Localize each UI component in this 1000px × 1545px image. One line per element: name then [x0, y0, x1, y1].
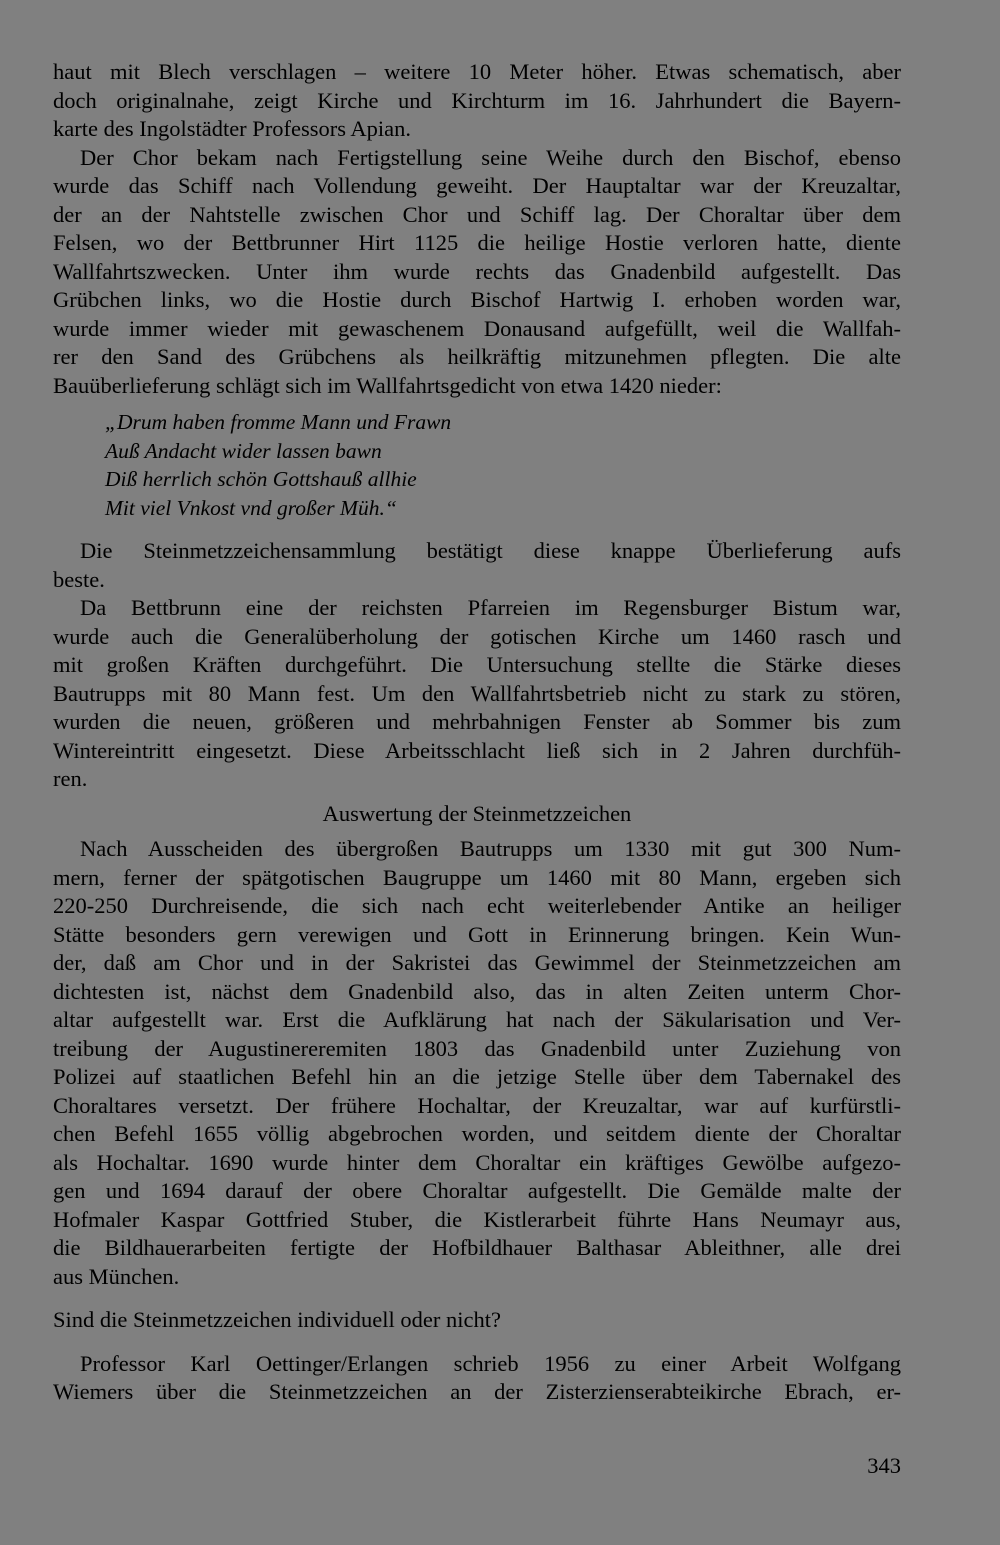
text-line: die Bildhauerarbeiten fertigte der Hofbildhauer Balthasar Ableithner, alle drei [53, 1235, 901, 1260]
verse-line: Diß herrlich schön Gottshauß allhie [105, 467, 417, 491]
text-line: wurde das Schiff nach Vollendung geweiht. Der Hauptaltar war der Kreuzaltar, [53, 173, 901, 198]
text-line: Bauüberlieferung schlägt sich im Wallfahrtsgedicht von etwa 1420 nieder: [53, 372, 722, 398]
text-line: der an der Nahtstelle zwischen Chor und Schiff lag. Der Choraltar über dem [53, 201, 901, 227]
text-line: altar aufgestellt war. Erst die Aufklärung hat nach der Säkularisation und Ver- [53, 1007, 901, 1032]
text-line: wurden die neuen, größeren und mehrbahnigen Fenster ab Sommer bis zum [53, 709, 901, 734]
text-line: Stätte besonders gern verewigen und Gott in Erinnerung bringen. Kein Wun- [53, 921, 901, 947]
text-line: aus München. [53, 1263, 180, 1289]
document-page [53, 58, 901, 1407]
text-line: wurde auch die Generalüberholung der gotischen Kirche um 1460 rasch und [53, 623, 901, 649]
text-line: Da Bettbrunn eine der reichsten Pfarreien im Regensburger Bistum war, [80, 595, 901, 620]
text-line: als Hochaltar. 1690 wurde hinter dem Choraltar ein kräftiges Gewölbe aufgezo- [53, 1149, 901, 1175]
text-line: Nach Ausscheiden des übergroßen Bautrupps um 1330 mit gut 300 Num- [80, 836, 901, 861]
section-heading: Auswertung der Steinmetzzeichen [322, 800, 632, 826]
paragraph-6 [53, 1350, 901, 1407]
text-line: Hofmaler Kaspar Gottfried Stuber, die Kistlerarbeit führte Hans Neumayr aus, [53, 1206, 901, 1232]
text-line: Wintereintritt eingesetzt. Diese Arbeitsschlacht ließ sich in 2 Jahren durchfüh- [53, 737, 901, 763]
text-line: der, daß am Chor und in der Sakristei das Gewimmel der Steinmetzzeichen am [53, 950, 901, 975]
text-line: Die Steinmetzzeichensammlung bestätigt diese knappe Überlieferung aufs [80, 538, 901, 563]
verse-line: Auß Andacht wider lassen bawn [105, 438, 382, 463]
text-line: karte des Ingolstädter Professors Apian. [53, 116, 412, 141]
text-line: Der Chor bekam nach Fertigstellung seine Weihe durch den Bischof, ebenso [80, 144, 901, 170]
text-line: 220-250 Durchreisende, die sich nach echt weiterlebender Antike an heiliger [53, 893, 901, 918]
text-line: Grübchen links, wo die Hostie durch Bischof Hartwig I. erhoben worden war, [53, 287, 901, 312]
paragraph-3 [53, 537, 901, 594]
verse-line: Mit viel Vnkost vnd großer Müh.“ [105, 495, 397, 520]
paragraph-4 [53, 594, 901, 794]
text-line: ren. [53, 766, 88, 791]
text-line: Professor Karl Oettinger/Erlangen schrieb 1956 zu einer Arbeit Wolfgang [80, 1350, 901, 1376]
paragraph-1 [53, 58, 901, 144]
text-line: Wiemers über die Steinmetzzeichen an der Zisterzienserabteikirche Ebrach, er- [53, 1379, 901, 1404]
question-line: Sind die Steinmetzzeichen individuell oder nicht? [53, 1307, 502, 1332]
page-number: 343 [867, 1453, 901, 1478]
verse-quote [53, 408, 901, 522]
text-line: treibung der Augustinereremiten 1803 das Gnadenbild unter Zuziehung von [53, 1035, 901, 1061]
text-line: mit großen Kräften durchgeführt. Die Untersuchung stellte die Stärke dieses [53, 652, 901, 677]
text-line: gen und 1694 darauf der obere Choraltar aufgestellt. Die Gemälde malte der [53, 1178, 901, 1203]
text-line: mern, ferner der spätgotischen Baugruppe um 1460 mit 80 Mann, ergeben sich [53, 864, 901, 890]
text-line: rer den Sand des Grübchens als heilkräftig mitzunehmen pflegten. Die alte [53, 344, 901, 369]
paragraph-2 [53, 144, 901, 401]
text-line: chen Befehl 1655 völlig abgebrochen worden, und seitdem diente der Choraltar [53, 1121, 901, 1146]
text-line: haut mit Blech verschlagen – weitere 10 Meter höher. Etwas schematisch, aber [53, 59, 901, 84]
paragraph-5 [53, 835, 901, 1291]
text-line: Polizei auf staatlichen Befehl hin an die jetzige Stelle über dem Tabernakel des [53, 1064, 901, 1089]
text-line: dichtesten ist, nächst dem Gnadenbild also, das in alten Zeiten unterm Chor- [53, 978, 901, 1004]
text-line: beste. [53, 566, 105, 592]
text-line: Bautrupps mit 80 Mann fest. Um den Wallfahrtsbetrieb nicht zu stark zu stören, [53, 680, 901, 706]
text-line: wurde immer wieder mit gewaschenem Donausand aufgefüllt, weil die Wallfah- [53, 315, 901, 341]
text-line: Wallfahrtszwecken. Unter ihm wurde rechts das Gnadenbild aufgestellt. Das [53, 258, 901, 284]
verse-line: „Drum haben fromme Mann und Frawn [105, 410, 452, 434]
text-line: doch originalnahe, zeigt Kirche und Kirchturm im 16. Jahrhundert die Bayern- [53, 87, 901, 113]
text-line: Felsen, wo der Bettbrunner Hirt 1125 die heilige Hostie verloren hatte, diente [53, 230, 901, 255]
text-line: Choraltares versetzt. Der frühere Hochaltar, der Kreuzaltar, war auf kurfürstli- [53, 1092, 901, 1118]
